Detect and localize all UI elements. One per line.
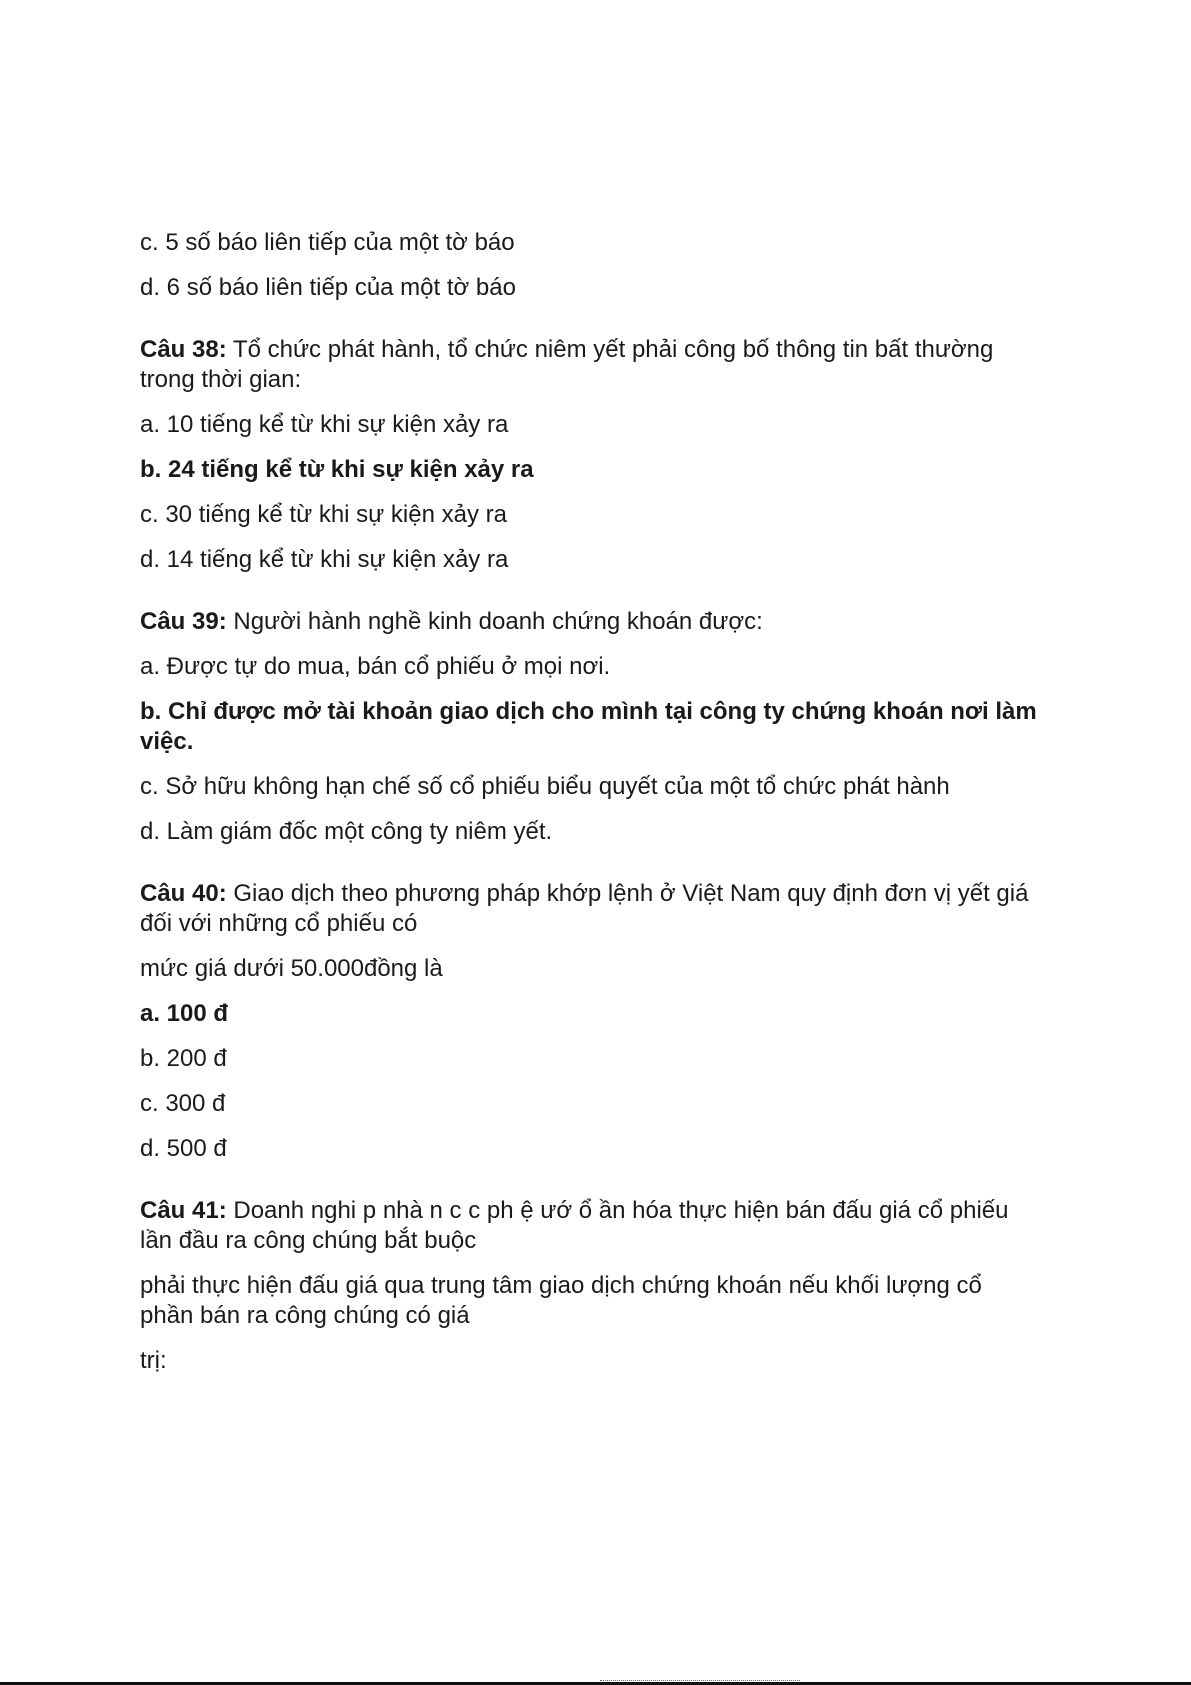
- question-38: [140, 335, 1040, 575]
- answer-option-d: d. 14 tiếng kể từ khi sự kiện xảy ra: [140, 546, 509, 573]
- question-label: Câu 40:: [140, 880, 227, 907]
- question-41: [140, 1196, 1040, 1376]
- correct-answer-option-b: b. 24 tiếng kể từ khi sự kiện xảy ra: [140, 456, 534, 483]
- answer-option-c: c. 30 tiếng kể từ khi sự kiện xảy ra: [140, 501, 507, 528]
- question-text: [140, 335, 1040, 395]
- question-text: [140, 1196, 1040, 1256]
- question-label: Câu 39:: [140, 608, 227, 635]
- question-body: Người hành nghề kinh doanh chứng khoán được:: [226, 608, 763, 635]
- correct-answer-option-a: a. 100 đ: [140, 1000, 229, 1027]
- question-body: Doanh nghi p nhà n c c ph ệ ướ ổ ần hóa thực hiện bán đấu giá cổ phiếu lần đầu ra công chúng bắt buộc: [140, 1197, 1009, 1254]
- document-page: [140, 228, 1040, 1391]
- answer-option-c: c. Sở hữu không hạn chế số cổ phiếu biểu quyết của một tổ chức phát hành: [140, 773, 950, 800]
- question-body: Tổ chức phát hành, tổ chức niêm yết phải công bố thông tin bất thường trong thời gian:: [140, 336, 994, 393]
- answer-option-a: a. 10 tiếng kể từ khi sự kiện xảy ra: [140, 411, 509, 438]
- question-39: [140, 607, 1040, 847]
- question-text: [140, 607, 1040, 637]
- question-40: [140, 879, 1040, 1164]
- question-text-continued: mức giá dưới 50.000đồng là: [140, 955, 443, 982]
- question-label: Câu 41:: [140, 1197, 227, 1224]
- answer-option-b: b. 200 đ: [140, 1045, 227, 1072]
- answer-option-a: a. Được tự do mua, bán cổ phiếu ở mọi nơi.: [140, 653, 611, 680]
- question-text-continued: phải thực hiện đấu giá qua trung tâm giao dịch chứng khoán nếu khối lượng cổ phần bán ra công chúng có giá: [140, 1272, 982, 1329]
- correct-answer-option-b: b. Chỉ được mở tài khoản giao dịch cho mình tại công ty chứng khoán nơi làm việc.: [140, 698, 1037, 755]
- question-text-continued-2: trị:: [140, 1347, 167, 1374]
- answer-option-d: d. 6 số báo liên tiếp của một tờ báo: [140, 274, 516, 301]
- question-text: [140, 879, 1040, 939]
- answer-option-d: d. 500 đ: [140, 1135, 227, 1162]
- answer-option-c: c. 5 số báo liên tiếp của một tờ báo: [140, 229, 515, 256]
- page-bottom-dotted-line: [600, 1680, 800, 1683]
- question-label: Câu 38:: [140, 336, 227, 363]
- answer-option-c: c. 300 đ: [140, 1090, 226, 1117]
- question-body: Giao dịch theo phương pháp khớp lệnh ở Việt Nam quy định đơn vị yết giá đối với những cổ phiếu có: [140, 880, 1029, 937]
- answer-option-d: d. Làm giám đốc một công ty niêm yết.: [140, 818, 553, 845]
